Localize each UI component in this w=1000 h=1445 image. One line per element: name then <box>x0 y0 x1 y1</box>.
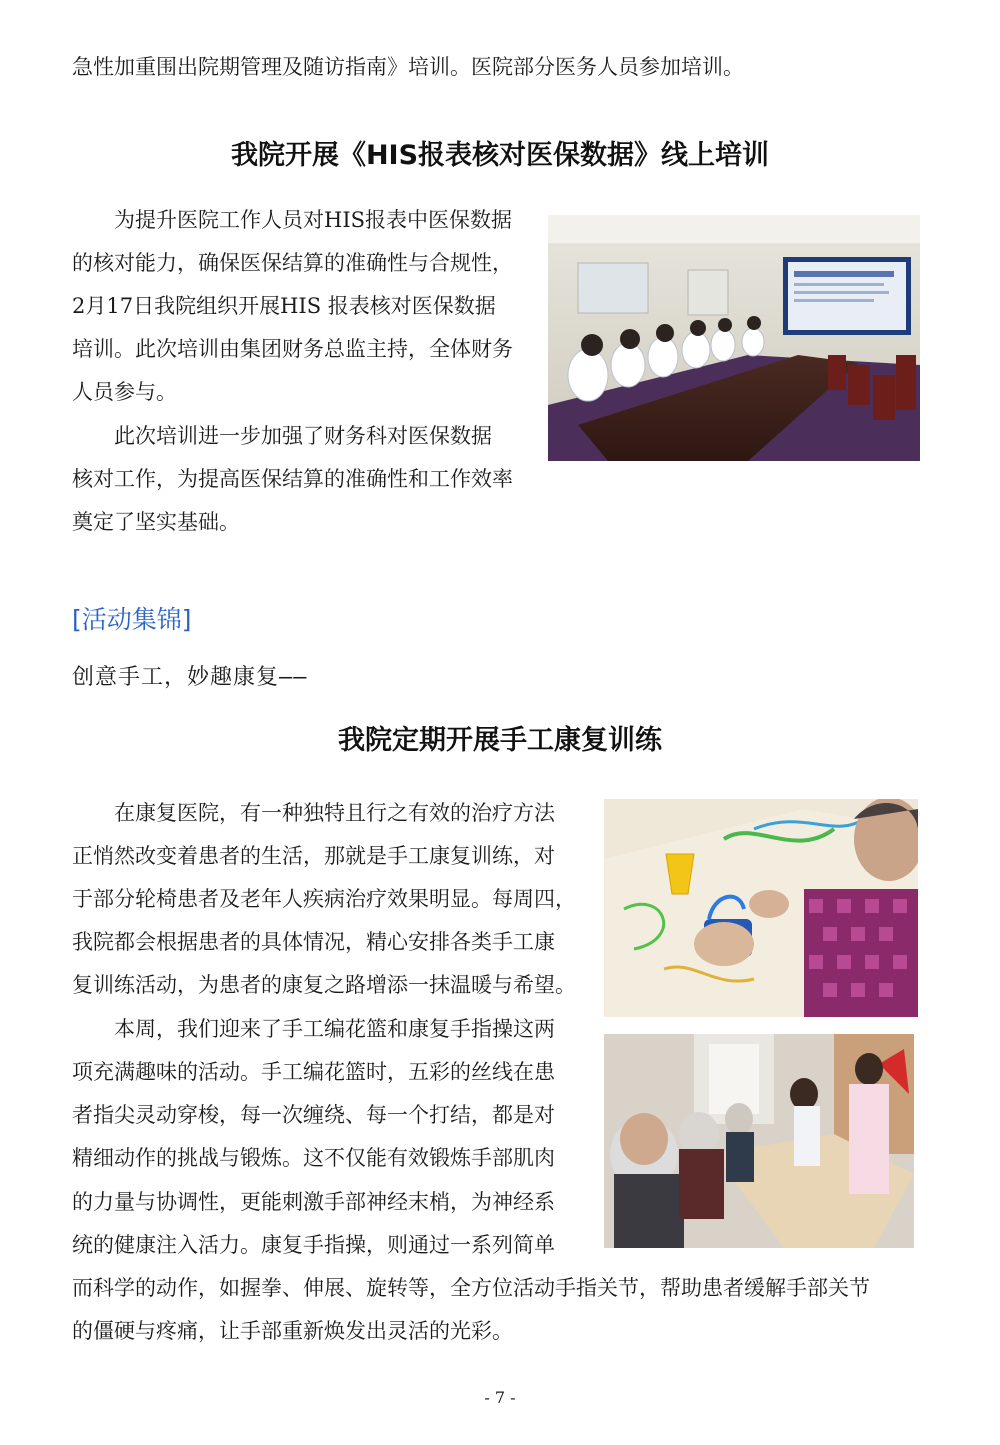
article1-line: 的核对能力，确保医保结算的准确性与合规性， <box>72 251 513 275</box>
article1-line: 人员参与。 <box>72 380 177 404</box>
page-number: - 7 - <box>484 1388 516 1407</box>
article2-title: 我院定期开展手工康复训练 <box>338 725 662 756</box>
finger-exercise-photo <box>604 1034 914 1248</box>
article1-line: 奠定了坚实基础。 <box>72 510 240 534</box>
article2-line: 我院都会根据患者的具体情况，精心安排各类手工康 <box>72 930 555 954</box>
article2-line: 者指尖灵动穿梭，每一次缠绕、每一个打结，都是对 <box>72 1103 555 1127</box>
section-tag: [活动集锦] <box>72 605 192 634</box>
article2-line: 本周，我们迎来了手工编花篮和康复手指操这两 <box>114 1017 555 1041</box>
article2-line: 的力量与协调性，更能刺激手部神经末梢，为神经系 <box>72 1190 555 1214</box>
article2-line: 的僵硬与疼痛，让手部重新焕发出灵活的光彩。 <box>72 1319 513 1343</box>
article1-line: 培训。此次培训由集团财务总监主持，全体财务 <box>72 337 513 361</box>
article2-line: 于部分轮椅患者及老年人疾病治疗效果明显。每周四， <box>72 887 576 911</box>
article2-line: 而科学的动作，如握拳、伸展、旋转等，全方位活动手指关节，帮助患者缓解手部关节 <box>72 1276 870 1300</box>
article1-line: 核对工作，为提高医保结算的准确性和工作效率 <box>72 467 513 491</box>
training-meeting-photo <box>548 215 920 461</box>
handicraft-basket-photo <box>604 799 918 1017</box>
article2-line: 项充满趣味的活动。手工编花篮时，五彩的丝线在患 <box>72 1060 555 1084</box>
article1-line: 为提升医院工作人员对HIS报表中医保数据 <box>114 208 512 232</box>
article1-line: 2月17日我院组织开展HIS 报表核对医保数据 <box>72 294 496 318</box>
article2-line: 精细动作的挑战与锻炼。这不仅能有效锻炼手部肌肉 <box>72 1146 555 1170</box>
intro-line: 急性加重围出院期管理及随访指南》培训。医院部分医务人员参加培训。 <box>72 55 744 79</box>
article1-line: 此次培训进一步加强了财务科对医保数据 <box>114 424 492 448</box>
article1-title: 我院开展《HIS报表核对医保数据》线上培训 <box>230 140 770 171</box>
article2-line: 正悄然改变着患者的生活，那就是手工康复训练，对 <box>72 844 555 868</box>
article2-line: 复训练活动，为患者的康复之路增添一抹温暖与希望。 <box>72 973 576 997</box>
article2-line: 统的健康注入活力。康复手指操，则通过一系列简单 <box>72 1233 555 1257</box>
article2-line: 在康复医院，有一种独特且行之有效的治疗方法 <box>114 801 555 825</box>
section-subheading: 创意手工，妙趣康复—— <box>72 665 308 690</box>
